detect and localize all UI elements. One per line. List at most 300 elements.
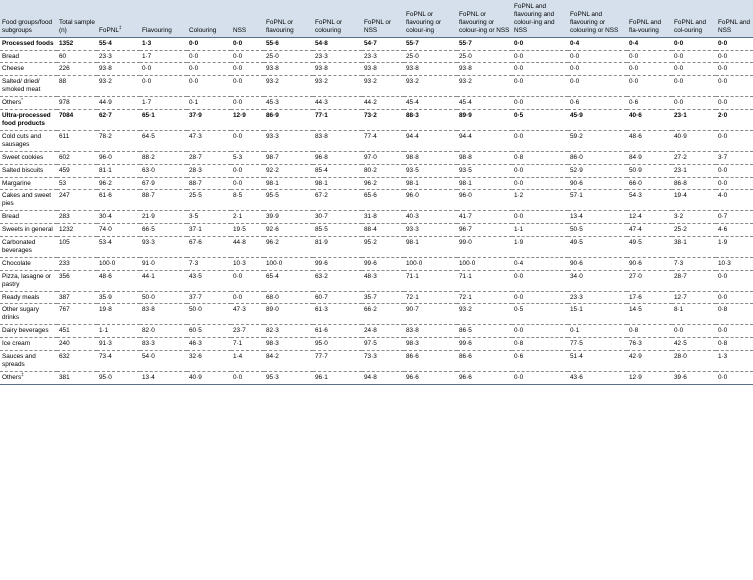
table-cell: 0·0 <box>514 166 524 174</box>
table-cell: 0·0 <box>570 78 580 86</box>
table-cell: 0·1 <box>570 327 580 335</box>
table-cell: 93·2 <box>99 78 112 86</box>
table-cell: 100·0 <box>459 259 476 267</box>
table-cell: 100·0 <box>406 259 423 267</box>
table-cell: 0·0 <box>514 213 524 221</box>
table-row <box>0 151 753 164</box>
table-cell: 96·8 <box>315 153 328 161</box>
table-cell: 61·6 <box>315 327 328 335</box>
table-cell: 356 <box>59 272 70 280</box>
table-cell: 55·7 <box>459 39 472 47</box>
table-cell: 93·8 <box>406 65 419 73</box>
table-cell: 13·4 <box>142 373 155 381</box>
table-cell: 44·8 <box>233 239 246 247</box>
table-cell: 77·4 <box>364 132 377 140</box>
group-row <box>0 110 753 131</box>
table-cell: 978 <box>59 99 70 107</box>
table-cell: 31·8 <box>364 213 377 221</box>
table-cell: 71·1 <box>406 272 419 280</box>
table-cell: 0·0 <box>233 293 243 301</box>
table-cell: 93·8 <box>364 65 377 73</box>
table-cell: 27·0 <box>629 272 642 280</box>
table-cell: 41·7 <box>459 213 472 221</box>
table-cell: 61·3 <box>315 306 328 314</box>
table-cell: 0·8 <box>718 306 728 314</box>
table-row <box>0 190 753 211</box>
table-cell: 98·1 <box>406 239 419 247</box>
table-cell: 0·0 <box>233 52 243 60</box>
table-cell: 611 <box>59 132 70 140</box>
column-header: Colouring <box>187 0 231 37</box>
table-cell: 0·0 <box>514 272 524 280</box>
table-cell: 93·5 <box>459 166 472 174</box>
table-cell: 42·5 <box>674 340 687 348</box>
row-label: Cheese <box>2 65 25 73</box>
table-cell: 93·8 <box>315 65 328 73</box>
table-cell: 0·6 <box>629 99 639 107</box>
table-cell: 40·6 <box>629 112 642 120</box>
table-cell: 71·1 <box>459 272 472 280</box>
table-cell: 51·4 <box>570 353 583 361</box>
table-cell: 1·1 <box>514 226 524 234</box>
table-cell: 82·3 <box>266 327 279 335</box>
table-cell: 88·2 <box>142 153 155 161</box>
row-label: Carbonated beverages <box>2 239 36 254</box>
table-cell: 44·1 <box>142 272 155 280</box>
table-row <box>0 50 753 63</box>
table-cell: 88·7 <box>189 179 202 187</box>
table-cell: 48·6 <box>99 272 112 280</box>
table-cell: 8·5 <box>233 192 243 200</box>
table-cell: 96·7 <box>459 226 472 234</box>
row-label: Dairy beverages <box>2 327 49 335</box>
table-cell: 48·3 <box>364 272 377 280</box>
table-cell: 28·3 <box>189 166 202 174</box>
row-label: Salted biscuits <box>2 166 44 174</box>
table-cell: 0·0 <box>142 65 152 73</box>
table-cell: 86·9 <box>266 112 279 120</box>
table-row <box>0 338 753 351</box>
table-cell: 49·5 <box>629 239 642 247</box>
table-cell: 100·0 <box>266 259 283 267</box>
table-cell: 0·5 <box>514 112 524 120</box>
table-cell: 55·7 <box>406 39 419 47</box>
table-cell: 28·7 <box>674 272 687 280</box>
table-cell: 53·4 <box>99 239 112 247</box>
table-cell: 0·0 <box>629 65 639 73</box>
column-header: FoPNL and col-ouring <box>672 0 716 37</box>
table-cell: 89·0 <box>266 306 279 314</box>
table-cell: 95·2 <box>364 239 377 247</box>
column-header: FoPNL or flavouring or colour-ing <box>404 0 457 37</box>
table-cell: 23·1 <box>674 166 687 174</box>
table-cell: 0·0 <box>233 132 243 140</box>
table-cell: 98·8 <box>406 153 419 161</box>
table-cell: 233 <box>59 259 70 267</box>
table-cell: 95·3 <box>266 373 279 381</box>
table-cell: 90·6 <box>629 259 642 267</box>
table-cell: 98·3 <box>266 340 279 348</box>
table-cell: 247 <box>59 192 70 200</box>
table-cell: 19·4 <box>674 192 687 200</box>
table-cell: 0·0 <box>514 78 524 86</box>
row-label: Bread <box>2 213 20 221</box>
table-cell: 83·8 <box>406 327 419 335</box>
table-cell: 0·0 <box>233 99 243 107</box>
table-cell: 99·6 <box>364 259 377 267</box>
table-cell: 53 <box>59 179 67 187</box>
table-cell: 12·4 <box>629 213 642 221</box>
row-label: Processed foods <box>2 39 54 47</box>
table-cell: 28·0 <box>674 353 687 361</box>
column-header: Total sample (n) <box>57 0 97 37</box>
table-cell: 12·7 <box>674 293 687 301</box>
row-label: Ultra-processed food products <box>2 112 51 127</box>
table-cell: 0·8 <box>718 340 728 348</box>
table-row <box>0 257 753 270</box>
table-cell: 0·0 <box>718 65 728 73</box>
table-cell: 92·2 <box>266 166 279 174</box>
table-cell: 7084 <box>59 112 74 120</box>
table-cell: 88·4 <box>364 226 377 234</box>
table-cell: 7·3 <box>674 259 684 267</box>
table-cell: 0·0 <box>233 272 243 280</box>
table-cell: 37·1 <box>189 226 202 234</box>
table-cell: 0·0 <box>233 65 243 73</box>
column-header: FoPNL and flavouring or colouring or NSS <box>568 0 627 37</box>
column-header: FoPNL and flavouring and colour-ing and NSS <box>512 0 568 37</box>
table-cell: 0·0 <box>514 99 524 107</box>
table-cell: 40·9 <box>674 132 687 140</box>
table-cell: 38·1 <box>674 239 687 247</box>
table-cell: 98·1 <box>406 179 419 187</box>
table-cell: 96·2 <box>99 179 112 187</box>
table-cell: 0·0 <box>514 132 524 140</box>
table-cell: 0·0 <box>514 39 524 47</box>
table-cell: 0·4 <box>629 39 639 47</box>
table-cell: 93·2 <box>315 78 328 86</box>
table-cell: 37·9 <box>189 112 202 120</box>
table-body <box>0 37 753 384</box>
table-cell: 0·0 <box>189 65 199 73</box>
table-row <box>0 270 753 291</box>
table-cell: 5·3 <box>233 153 243 161</box>
table-cell: 91·0 <box>142 259 155 267</box>
table-cell: 93·3 <box>142 239 155 247</box>
row-label: Bread <box>2 52 20 60</box>
table-cell: 83·8 <box>315 132 328 140</box>
footnote-mark: ‡ <box>21 371 24 377</box>
table-row <box>0 63 753 76</box>
table-cell: 59·2 <box>570 132 583 140</box>
table-cell: 0·0 <box>233 166 243 174</box>
table-cell: 91·3 <box>99 340 112 348</box>
table-cell: 60 <box>59 52 67 60</box>
table-cell: 64·5 <box>142 132 155 140</box>
table-cell: 74·0 <box>99 226 112 234</box>
table-cell: 46·3 <box>189 340 202 348</box>
table-cell: 66·2 <box>364 306 377 314</box>
footnote-mark: * <box>21 97 23 103</box>
table-cell: 93·5 <box>406 166 419 174</box>
table-cell: 0·8 <box>514 340 524 348</box>
table-row <box>0 224 753 237</box>
table-cell: 96·0 <box>459 192 472 200</box>
table-cell: 98·3 <box>406 340 419 348</box>
table-cell: 0·0 <box>514 179 524 187</box>
table-cell: 40·9 <box>189 373 202 381</box>
table-cell: 39·6 <box>674 373 687 381</box>
table-row <box>0 371 753 384</box>
table-cell: 50·5 <box>570 226 583 234</box>
table-cell: 0·0 <box>233 373 243 381</box>
table-cell: 21·9 <box>142 213 155 221</box>
table-cell: 27·2 <box>674 153 687 161</box>
table-cell: 93·2 <box>266 78 279 86</box>
column-header: FoPNL and NSS <box>716 0 753 37</box>
table-cell: 226 <box>59 65 70 73</box>
table-cell: 105 <box>59 239 70 247</box>
table-cell: 0·6 <box>514 353 524 361</box>
table-cell: 4·0 <box>718 192 728 200</box>
table-cell: 35·7 <box>364 293 377 301</box>
row-label: Others* <box>2 97 23 107</box>
table-cell: 602 <box>59 153 70 161</box>
table-cell: 95·5 <box>266 192 279 200</box>
table-cell: 67·6 <box>189 239 202 247</box>
table-cell: 0·0 <box>718 373 728 381</box>
table-cell: 89·9 <box>459 112 472 120</box>
table-cell: 0·4 <box>570 39 580 47</box>
table-cell: 63·2 <box>315 272 328 280</box>
table-cell: 0·0 <box>570 52 580 60</box>
table-cell: 47·4 <box>629 226 642 234</box>
table-cell: 98·1 <box>315 179 328 187</box>
row-label: Margarine <box>2 179 31 187</box>
table-cell: 15·1 <box>570 306 583 314</box>
table-cell: 632 <box>59 353 70 361</box>
table-cell: 77·1 <box>315 112 328 120</box>
table-cell: 0·0 <box>718 293 728 301</box>
table-cell: 85·4 <box>315 166 328 174</box>
table-cell: 0·8 <box>629 327 639 335</box>
table-row <box>0 164 753 177</box>
column-header: Flavouring <box>140 0 187 37</box>
table-cell: 44·2 <box>364 99 377 107</box>
table-cell: 32·6 <box>189 353 202 361</box>
table-cell: 90·6 <box>570 259 583 267</box>
table-row <box>0 291 753 304</box>
table-cell: 0·0 <box>674 39 684 47</box>
table-cell: 94·4 <box>406 132 419 140</box>
table-cell: 96·0 <box>406 192 419 200</box>
table-cell: 43·6 <box>570 373 583 381</box>
table-cell: 0·4 <box>514 259 524 267</box>
table-cell: 80·2 <box>364 166 377 174</box>
table-header <box>0 0 753 37</box>
table-cell: 96·6 <box>406 373 419 381</box>
table-cell: 90·7 <box>406 306 419 314</box>
table-cell: 0·0 <box>718 39 728 47</box>
table-cell: 99·6 <box>315 259 328 267</box>
table-cell: 1·1 <box>99 327 109 335</box>
table-cell: 1·7 <box>142 52 152 60</box>
table-cell: 66·0 <box>629 179 642 187</box>
table-cell: 54·3 <box>629 192 642 200</box>
table-cell: 95·0 <box>99 373 112 381</box>
table-cell: 99·6 <box>459 340 472 348</box>
table-cell: 93·3 <box>406 226 419 234</box>
table-cell: 25·0 <box>266 52 279 60</box>
table-cell: 0·8 <box>514 153 524 161</box>
table-cell: 459 <box>59 166 70 174</box>
table-cell: 93·2 <box>406 78 419 86</box>
table-cell: 767 <box>59 306 70 314</box>
table-cell: 28·7 <box>189 153 202 161</box>
table-cell: 0·0 <box>674 99 684 107</box>
table-cell: 97·0 <box>364 153 377 161</box>
table-cell: 4·6 <box>718 226 728 234</box>
table-cell: 1·7 <box>142 99 152 107</box>
column-header: FoPNL or NSS <box>362 0 404 37</box>
row-label: Chocolate <box>2 259 31 267</box>
table-cell: 8·1 <box>674 306 684 314</box>
table-cell: 65·4 <box>266 272 279 280</box>
table-row <box>0 325 753 338</box>
table-cell: 50·0 <box>189 306 202 314</box>
table-row <box>0 177 753 190</box>
table-cell: 93·2 <box>459 78 472 86</box>
footnote-mark: ‡ <box>118 24 122 30</box>
table-cell: 100·0 <box>99 259 116 267</box>
table-cell: 0·5 <box>514 306 524 314</box>
table-cell: 3·7 <box>718 153 728 161</box>
table-cell: 77·5 <box>570 340 583 348</box>
column-header: FoPNL or flavouring <box>264 0 313 37</box>
table-cell: 19·8 <box>99 306 112 314</box>
table-cell: 57·1 <box>570 192 583 200</box>
table-cell: 54·7 <box>364 39 377 47</box>
table-cell: 34·0 <box>570 272 583 280</box>
table-cell: 86·8 <box>674 179 687 187</box>
row-label: Cold cuts and sausages <box>2 132 42 148</box>
row-label: Other sugary drinks <box>2 306 39 322</box>
table-cell: 39·9 <box>266 213 279 221</box>
table-cell: 93·8 <box>266 65 279 73</box>
table-cell: 88·7 <box>142 192 155 200</box>
table-cell: 23·1 <box>674 112 687 120</box>
table-cell: 23·3 <box>315 52 328 60</box>
table-cell: 25·2 <box>674 226 687 234</box>
table-row <box>0 76 753 97</box>
table-cell: 93·8 <box>459 65 472 73</box>
table-cell: 0·0 <box>189 39 199 47</box>
column-header: FoPNL or flavouring or colour-ing or NSS <box>457 0 512 37</box>
table-cell: 52·9 <box>570 166 583 174</box>
table-cell: 60·7 <box>315 293 328 301</box>
table-cell: 47·3 <box>233 306 246 314</box>
table-cell: 0·0 <box>718 327 728 335</box>
table-cell: 45·9 <box>570 112 583 120</box>
table-cell: 0·0 <box>674 65 684 73</box>
table-cell: 35·9 <box>99 293 112 301</box>
table-cell: 98·1 <box>459 179 472 187</box>
table-row <box>0 97 753 110</box>
row-label: Sweet cookies <box>2 153 44 161</box>
table-cell: 96·1 <box>315 373 328 381</box>
table-cell: 1·2 <box>514 192 524 200</box>
table-cell: 10·3 <box>233 259 246 267</box>
table-cell: 0·0 <box>718 132 728 140</box>
table-cell: 381 <box>59 373 70 381</box>
table-cell: 93·2 <box>364 78 377 86</box>
table-cell: 77·7 <box>315 353 328 361</box>
table-cell: 65·1 <box>142 112 155 120</box>
table-cell: 0·0 <box>674 52 684 60</box>
table-cell: 0·0 <box>514 65 524 73</box>
table-cell: 0·0 <box>514 293 524 301</box>
table-cell: 45·4 <box>459 99 472 107</box>
table-cell: 72·1 <box>459 293 472 301</box>
table-cell: 98·8 <box>459 153 472 161</box>
table-cell: 12·9 <box>629 373 642 381</box>
row-label: Sweets in general <box>2 226 53 234</box>
table-cell: 0·0 <box>718 78 728 86</box>
table-cell: 67·9 <box>142 179 155 187</box>
table-cell: 1232 <box>59 226 74 234</box>
table-cell: 0·0 <box>233 179 243 187</box>
table-cell: 0·0 <box>718 272 728 280</box>
table-cell: 88·3 <box>406 112 419 120</box>
table-cell: 25·0 <box>459 52 472 60</box>
table-cell: 95·0 <box>315 340 328 348</box>
table-cell: 40·3 <box>406 213 419 221</box>
table-cell: 76·3 <box>629 340 642 348</box>
table-cell: 0·0 <box>629 52 639 60</box>
table-cell: 10·3 <box>718 259 731 267</box>
table-cell: 66·5 <box>142 226 155 234</box>
table-cell: 25·0 <box>406 52 419 60</box>
table-cell: 62·7 <box>99 112 112 120</box>
table-cell: 86·5 <box>459 327 472 335</box>
table-cell: 93·2 <box>459 306 472 314</box>
table-cell: 93·8 <box>99 65 112 73</box>
table-cell: 82·0 <box>142 327 155 335</box>
table-cell: 44·3 <box>315 99 328 107</box>
row-label: Ice cream <box>2 340 31 348</box>
table-cell: 0·0 <box>233 78 243 86</box>
table-cell: 23·3 <box>570 293 583 301</box>
table-cell: 0·0 <box>514 327 524 335</box>
table-cell: 86·6 <box>406 353 419 361</box>
row-label: Cakes and sweet pies <box>2 192 52 208</box>
table-cell: 1·4 <box>233 353 243 361</box>
table-cell: 17·6 <box>629 293 642 301</box>
table-cell: 44·9 <box>99 99 112 107</box>
table-cell: 13·4 <box>570 213 583 221</box>
table-cell: 86·0 <box>570 153 583 161</box>
table-cell: 0·0 <box>189 78 199 86</box>
column-header: NSS <box>231 0 264 37</box>
table-cell: 0·0 <box>629 78 639 86</box>
table-cell: 2·1 <box>233 213 243 221</box>
table-row <box>0 211 753 224</box>
table-cell: 0·7 <box>718 213 728 221</box>
table-cell: 0·0 <box>718 52 728 60</box>
table-cell: 1·9 <box>514 239 524 247</box>
table-cell: 90·6 <box>570 179 583 187</box>
table-cell: 0·0 <box>233 39 243 47</box>
